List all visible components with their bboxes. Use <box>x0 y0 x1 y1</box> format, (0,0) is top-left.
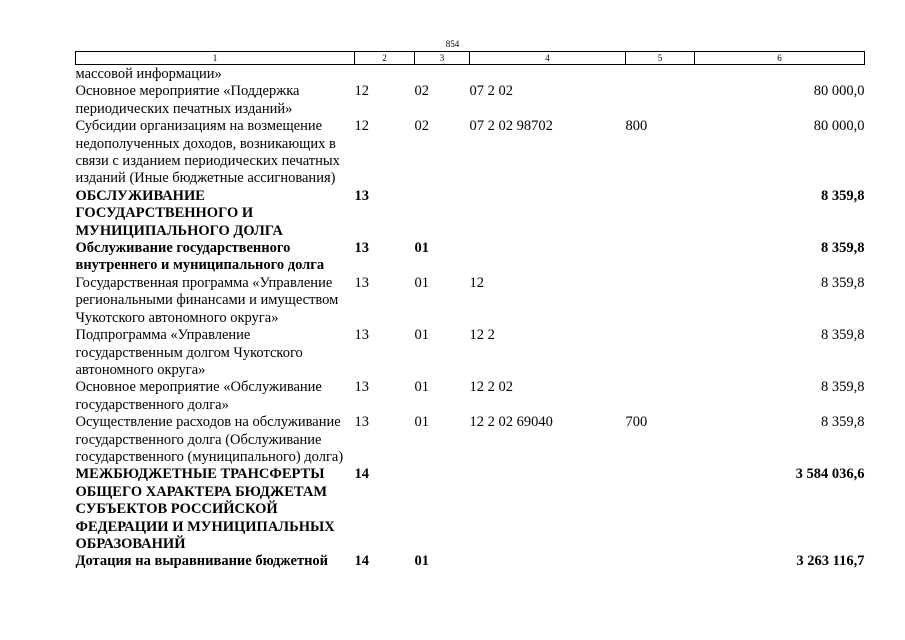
row-expense-type <box>626 553 695 570</box>
row-expense-type: 700 <box>625 414 648 431</box>
row-section: 14 <box>354 466 369 483</box>
row-amount: 80 000,0 <box>813 118 865 135</box>
row-section <box>355 65 415 84</box>
row-subsection: 01 <box>414 379 429 396</box>
table-row <box>76 65 865 84</box>
row-name: Обслуживание государственного внутреннего и муниципального долга <box>75 240 325 274</box>
row-name: МЕЖБЮДЖЕТНЫЕ ТРАНСФЕРТЫ ОБЩЕГО ХАРАКТЕРА БЮДЖЕТАМ СУБЪЕКТОВ РОССИЙСКОЙ ФЕДЕРАЦИИ И МУНИЦИПАЛЬНЫХ ОБРАЗОВАНИЙ <box>75 466 335 552</box>
table-row <box>76 327 865 379</box>
row-subsection: 02 <box>414 83 429 100</box>
row-section: 12 <box>354 83 369 100</box>
row-target-article <box>470 553 626 570</box>
row-target-article: 12 2 02 <box>469 379 513 396</box>
row-name: Государственная программа «Управление региональными финансами и имуществом Чукотского автономного округа» <box>75 274 339 326</box>
budget-table <box>75 51 865 571</box>
row-subsection: 01 <box>414 274 429 291</box>
row-target-article: 12 2 02 69040 <box>469 414 553 431</box>
row-section: 13 <box>354 274 369 291</box>
row-subsection <box>415 466 470 553</box>
row-expense-type <box>626 379 695 414</box>
table-row <box>76 466 865 553</box>
column-header-expense-type: 5 <box>626 52 695 65</box>
row-section: 13 <box>354 187 369 204</box>
row-target-article <box>470 188 626 240</box>
row-amount: 3 584 036,6 <box>795 466 865 483</box>
table-header-row <box>76 52 865 65</box>
table-row <box>76 414 865 466</box>
row-name: Дотация на выравнивание бюджетной <box>75 553 329 570</box>
row-name: Основное мероприятие «Обслуживание государственного долга» <box>75 379 322 413</box>
table-row <box>76 240 865 275</box>
column-header-name: 1 <box>76 52 355 65</box>
column-header-target-article: 4 <box>470 52 626 65</box>
row-subsection <box>415 188 470 240</box>
row-target-article: 07 2 02 <box>469 83 513 100</box>
row-target-article <box>470 65 626 84</box>
row-amount: 8 359,8 <box>821 187 865 204</box>
row-section: 13 <box>354 414 369 431</box>
row-expense-type <box>626 240 695 275</box>
table-row <box>76 188 865 240</box>
row-target-article: 12 2 <box>469 327 495 344</box>
row-name: Основное мероприятие «Поддержка периодических печатных изданий» <box>75 83 300 117</box>
row-target-article <box>470 240 626 275</box>
row-amount: 8 359,8 <box>821 274 865 291</box>
row-expense-type <box>626 65 695 84</box>
row-expense-type <box>626 83 695 118</box>
row-amount: 80 000,0 <box>813 83 865 100</box>
row-section: 13 <box>354 240 369 257</box>
table-row <box>76 379 865 414</box>
row-expense-type <box>626 466 695 553</box>
page-number: 854 <box>445 39 460 49</box>
row-target-article: 07 2 02 98702 <box>469 118 553 135</box>
row-name: ОБСЛУЖИВАНИЕ ГОСУДАРСТВЕННОГО И МУНИЦИПАЛЬНОГО ДОЛГА <box>75 187 283 239</box>
row-name: Подпрограмма «Управление государственным долгом Чукотского автономного округа» <box>75 327 303 378</box>
row-amount: 8 359,8 <box>821 379 865 396</box>
column-header-amount: 6 <box>695 52 865 65</box>
row-subsection: 01 <box>414 240 429 257</box>
row-expense-type <box>626 275 695 327</box>
row-amount <box>695 65 865 84</box>
table-row <box>76 83 865 118</box>
row-amount: 8 359,8 <box>821 414 865 431</box>
column-header-subsection: 3 <box>415 52 470 65</box>
row-expense-type: 800 <box>625 118 648 135</box>
row-name: Субсидии организациям на возмещение недополученных доходов, возникающих в связи с изданием периодических печатных изданий (Иные бюджетные ассигнования) <box>75 118 340 187</box>
table-row <box>76 275 865 327</box>
row-amount: 8 359,8 <box>821 327 865 344</box>
row-subsection: 01 <box>414 553 429 570</box>
row-expense-type <box>626 188 695 240</box>
row-section: 14 <box>354 553 369 570</box>
row-subsection <box>415 65 470 84</box>
column-header-section: 2 <box>355 52 415 65</box>
row-amount: 3 263 116,7 <box>796 553 865 570</box>
row-target-article <box>470 466 626 553</box>
row-target-article: 12 <box>469 274 484 291</box>
row-section: 13 <box>354 379 369 396</box>
row-expense-type <box>626 327 695 379</box>
row-section: 12 <box>354 118 369 135</box>
row-name: массовой информации» <box>75 66 222 82</box>
row-name: Осуществление расходов на обслуживание государственного долга (Обслуживание государственного (муниципального) долга) <box>75 414 344 465</box>
table-row <box>76 553 865 570</box>
row-subsection: 01 <box>414 414 429 431</box>
row-subsection: 01 <box>414 327 429 344</box>
row-section: 13 <box>354 327 369 344</box>
row-amount: 8 359,8 <box>821 240 865 257</box>
row-subsection: 02 <box>414 118 429 135</box>
table-row <box>76 118 865 188</box>
